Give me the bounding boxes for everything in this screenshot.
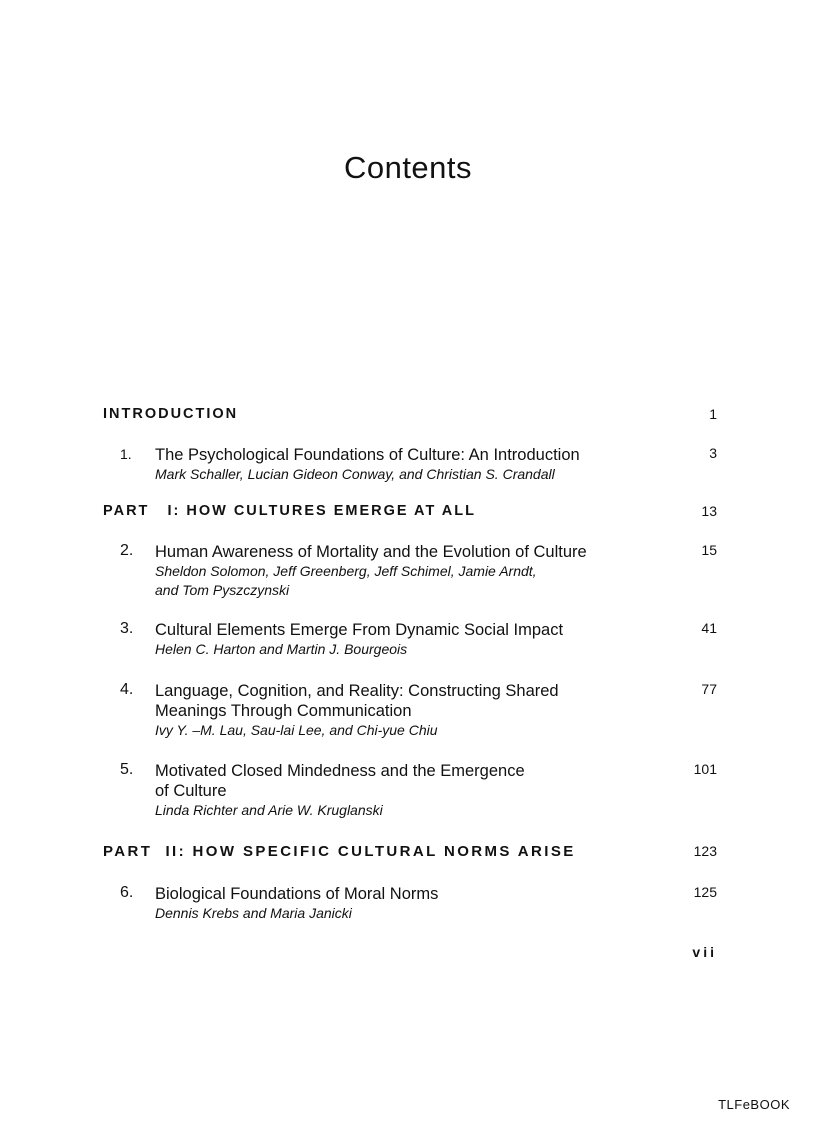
chapter-title: of Culture: [155, 782, 227, 800]
part-page: 13: [701, 503, 717, 519]
chapter-page: 3: [709, 445, 717, 461]
toc-entry-6: [103, 884, 717, 923]
toc-entry-5: [103, 761, 717, 820]
chapter-title: Cultural Elements Emerge From Dynamic Social Impact: [155, 621, 564, 639]
part-page: 123: [693, 843, 717, 859]
chapter-number: 6.: [120, 884, 134, 901]
chapter-page: 77: [701, 681, 717, 697]
part-label: PART I: HOW CULTURES EMERGE AT ALL: [103, 503, 476, 519]
chapter-authors: Helen C. Harton and Martin J. Bourgeois: [155, 641, 408, 657]
chapter-authors: Dennis Krebs and Maria Janicki: [155, 905, 352, 921]
toc-entry-4: [103, 681, 717, 740]
chapter-title: Language, Cognition, and Reality: Constructing Shared: [155, 682, 559, 700]
toc-entry-1: [103, 445, 717, 484]
watermark: TLFeBOOK: [718, 1097, 790, 1112]
chapter-authors: and Tom Pyszczynski: [155, 582, 290, 598]
page-title: Contents: [343, 150, 473, 185]
chapter-number: 2.: [120, 542, 134, 559]
part-label: PART II: HOW SPECIFIC CULTURAL NORMS ARISE: [103, 843, 576, 860]
toc-entry-3: [103, 620, 717, 659]
chapter-number: 5.: [120, 761, 134, 778]
chapter-number: 3.: [120, 620, 134, 637]
chapter-title: Human Awareness of Mortality and the Evolution of Culture: [155, 543, 587, 561]
chapter-page: 41: [701, 620, 717, 636]
chapter-page: 15: [701, 542, 717, 558]
section-page: 1: [709, 406, 717, 422]
chapter-authors: Linda Richter and Arie W. Kruglanski: [155, 802, 383, 818]
chapter-authors: Sheldon Solomon, Jeff Greenberg, Jeff Schimel, Jamie Arndt,: [155, 563, 537, 579]
chapter-page: 101: [693, 761, 717, 777]
toc-section-introduction: [103, 406, 717, 422]
section-label: INTRODUCTION: [103, 406, 239, 422]
toc-part-2: [103, 843, 717, 860]
chapter-authors: Ivy Y. –M. Lau, Sau-lai Lee, and Chi-yue Chiu: [155, 722, 438, 738]
toc-part-1: [103, 503, 717, 519]
chapter-number: 4.: [120, 681, 134, 698]
chapter-number: 1.: [120, 446, 132, 462]
chapter-title: Motivated Closed Mindedness and the Emergence: [155, 762, 525, 780]
toc-entry-2: [103, 542, 717, 600]
chapter-title: Meanings Through Communication: [155, 702, 412, 720]
page-number: vii: [692, 944, 717, 960]
chapter-title: Biological Foundations of Moral Norms: [155, 885, 439, 903]
chapter-title: The Psychological Foundations of Culture: An Introduction: [155, 446, 580, 464]
chapter-page: 125: [693, 884, 717, 900]
chapter-authors: Mark Schaller, Lucian Gideon Conway, and Christian S. Crandall: [155, 466, 555, 482]
